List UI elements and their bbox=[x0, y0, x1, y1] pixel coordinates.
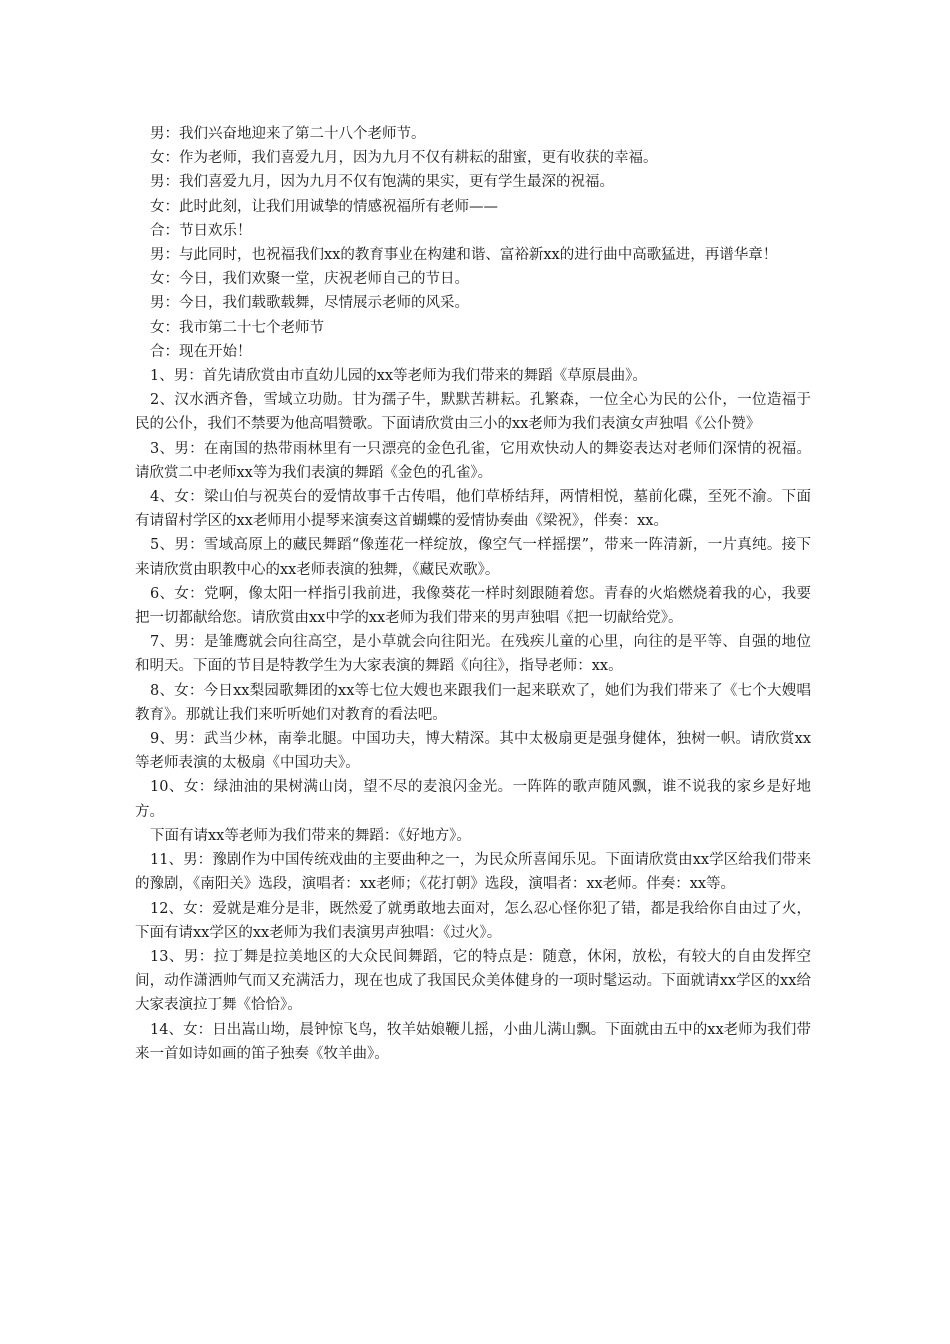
paragraph: 女：此时此刻，让我们用诚挚的情感祝福所有老师—— bbox=[150, 198, 498, 215]
document-body bbox=[135, 122, 811, 1066]
paragraph: 合：节日欢乐！ bbox=[150, 222, 252, 239]
paragraph: 下面有请xx等老师为我们带来的舞蹈：《好地方》。 bbox=[150, 827, 471, 844]
paragraph: 4、女：梁山伯与祝英台的爱情故事千古传唱，他们草桥结拜，两情相悦，墓前化碟，至死不渝。下面有请留村学区的xx老师用小提琴来演奏这首蝴蝶的爱情协奏曲《梁祝》，伴奏：xx。 bbox=[135, 489, 811, 530]
paragraph: 12、女：爱就是难分是非，既然爱了就勇敢地去面对，怎么忍心怪你犯了错，都是我给你自由过了火，下面有请xx学区的xx老师为我们表演男声独唱：《过火》。 bbox=[135, 900, 811, 941]
paragraph: 男：我们兴奋地迎来了第二十八个老师节。 bbox=[150, 126, 426, 142]
paragraph: 14、女：日出嵩山坳，晨钟惊飞鸟，牧羊姑娘鞭儿摇，小曲儿满山飘。下面就由五中的xx老师为我们带来一首如诗如画的笛子独奏《牧羊曲》。 bbox=[135, 1021, 811, 1062]
paragraph: 合：现在开始！ bbox=[150, 343, 252, 360]
paragraph: 男：与此同时，也祝福我们xx的教育事业在构建和谐、富裕新xx的进行曲中高歌猛进，再谱华章！ bbox=[150, 247, 778, 264]
paragraph: 2、汉水洒齐鲁，雪域立功勋。甘为孺子牛，默默苦耕耘。孔繁森，一位全心为民的公仆，一位造福于民的公仆，我们不禁要为他高唱赞歌。下面请欣赏由三小的xx老师为我们表演女声独唱《公仆赞》 bbox=[135, 392, 811, 433]
paragraph: 7、男：是雏鹰就会向往高空，是小草就会向往阳光。在残疾儿童的心里，向往的是平等、自强的地位和明天。下面的节目是特教学生为大家表演的舞蹈《向往》，指导老师：xx。 bbox=[135, 634, 811, 675]
paragraph: 13、男：拉丁舞是拉美地区的大众民间舞蹈，它的特点是：随意，休闲，放松，有较大的自由发挥空间，动作潇洒帅气而又充满活力，现在也成了我国民众美体健身的一项时髦运动。下面就请xx学区的xx给大家表演拉丁舞《恰恰》。 bbox=[135, 948, 811, 1014]
paragraph: 女：今日，我们欢聚一堂，庆祝老师自己的节日。 bbox=[150, 271, 469, 288]
paragraph: 3、男：在南国的热带雨林里有一只漂亮的金色孔雀，它用欢快动人的舞姿表达对老师们深情的祝福。请欣赏二中老师xx等为我们表演的舞蹈《金色的孔雀》。 bbox=[135, 440, 811, 481]
paragraph: 6、女：党啊，像太阳一样指引我前进，我像葵花一样时刻跟随着您。青春的火焰燃烧着我的心，我要把一切都献给您。请欣赏由xx中学的xx老师为我们带来的男声独唱《把一切献给党》。 bbox=[135, 585, 811, 627]
paragraph: 10、女：绿油油的果树满山岗，望不尽的麦浪闪金光。一阵阵的歌声随风飘，谁不说我的家乡是好地方。 bbox=[135, 779, 811, 820]
paragraph: 1、男：首先请欣赏由市直幼儿园的xx等老师为我们带来的舞蹈《草原晨曲》。 bbox=[150, 368, 647, 385]
paragraph: 5、男：雪域高原上的藏民舞蹈“像莲花一样绽放，像空气一样摇摆”，带来一阵清新，一片真纯。接下来请欣赏由职教中心的xx老师表演的独舞，《藏民欢歌》。 bbox=[135, 537, 811, 578]
paragraph: 11、男：豫剧作为中国传统戏曲的主要曲种之一，为民众所喜闻乐见。下面请欣赏由xx学区给我们带来的豫剧，《南阳关》选段，演唱者：xx老师；《花打朝》选段，演唱者：xx老师。伴奏：xx等。 bbox=[135, 852, 811, 893]
paragraph: 9、男：武当少林，南拳北腿。中国功夫，博大精深。其中太极扇更是强身健体，独树一帜。请欣赏xx等老师表演的太极扇《中国功夫》。 bbox=[135, 731, 811, 772]
paragraph: 男：今日，我们载歌载舞，尽情展示老师的风采。 bbox=[150, 295, 469, 312]
paragraph: 8、女：今日xx梨园歌舞团的xx等七位大嫂也来跟我们一起来联欢了，她们为我们带来了《七个大嫂唱教育》。那就让我们来听听她们对教育的看法吧。 bbox=[135, 682, 811, 723]
paragraph: 男：我们喜爱九月，因为九月不仅有饱满的果实，更有学生最深的祝福。 bbox=[150, 174, 614, 191]
paragraph: 女：作为老师，我们喜爱九月，因为九月不仅有耕耘的甜蜜，更有收获的幸福。 bbox=[150, 150, 658, 167]
paragraph: 女：我市第二十七个老师节 bbox=[150, 319, 324, 336]
